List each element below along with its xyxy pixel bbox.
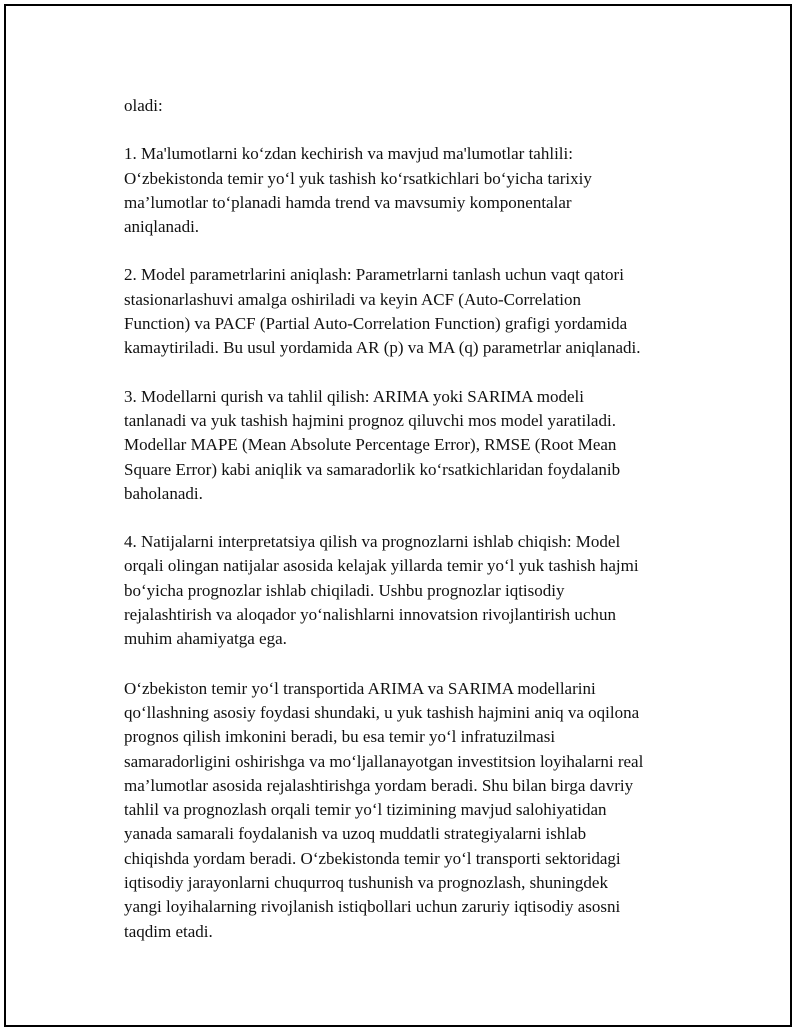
list-item-3: 3. Modellarni qurish va tahlil qilish: ARIMA yoki SARIMA modeli tanlanadi va yuk tashish hajmini prognoz qiluvchi mos model yaratiladi. Modellar MAPE (Mean Absolute Percentage Error), RMSE (Root Mean Square Error) kabi aniqlik va samaradorlik ko‘rsatkichlaridan foydalanib baholanadi. <box>124 386 621 503</box>
paragraph-gap <box>124 239 699 263</box>
intro-line: oladi: <box>124 96 163 115</box>
paragraph-gap <box>124 652 699 677</box>
page-frame <box>4 4 792 1027</box>
paragraph-gap <box>124 118 699 142</box>
document-body <box>124 94 699 944</box>
paragraph-gap <box>124 506 699 530</box>
conclusion-paragraph: O‘zbekiston temir yo‘l transportida ARIMA va SARIMA modellarini qo‘llashning asosiy foydasi shundaki, u yuk tashish hajmini aniq va oqilona prognos qilish imkonini beradi, bu esa temir yo‘l infratuzilmasi samaradorligini oshirishga va mo‘ljallanayotgan investitsion loyihalarni real ma’lumotlar asosida rejalashtirishga yordam beradi. Shu bilan birga davriy tahlil va prognozlash orqali temir yo‘l tizimining mavjud salohiyatidan yanada samarali foydalanish va uzoq muddatli strategiyalarni ishlab chiqishda yordam beradi. O‘zbekistonda temir yo‘l transporti sektoridagi iqtisodiy jarayonlarni chuqurroq tushunish va prognozlash, shuningdek yangi loyihalarning rivojlanish istiqbollari uchun zaruriy iqtisodiy asosni taqdim etadi. <box>124 678 644 941</box>
list-item-1: 1. Ma'lumotlarni ko‘zdan kechirish va mavjud ma'lumotlar tahlili: O‘zbekistonda temir yo‘l yuk tashish ko‘rsatkichlari bo‘yicha tarixiy ma’lumotlar to‘planadi hamda trend va mavsumiy komponentalar aniqlanadi. <box>124 144 592 237</box>
paragraph-gap <box>124 361 699 385</box>
list-item-2: 2. Model parametrlarini aniqlash: Parametrlarni tanlash uchun vaqt qatori stasionarlashuvi amalga oshiriladi va keyin ACF (Auto-Correlation Function) va PACF (Partial Auto-Correlation Function) grafigi yordamida kamaytiriladi. Bu usul yordamida AR (p) va MA (q) parametrlar aniqlanadi. <box>124 265 641 358</box>
list-item-4: 4. Natijalarni interpretatsiya qilish va prognozlarni ishlab chiqish: Model orqali olingan natijalar asosida kelajak yillarda temir yo‘l yuk tashish hajmi bo‘yicha prognozlar ishlab chiqiladi. Ushbu prognozlar iqtisodiy rejalashtirish va aloqador yo‘nalishlarni innovatsion rivojlantirish uchun muhim ahamiyatga ega. <box>124 532 639 649</box>
